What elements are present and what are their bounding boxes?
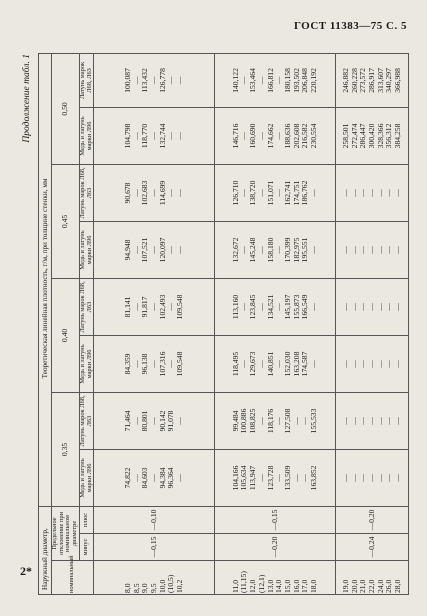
density-value: —: [393, 360, 403, 368]
density-value: 206,848: [300, 68, 310, 93]
density-value: 220,192: [309, 68, 319, 93]
brass-header-2: Латунь марок Л68, Л63: [79, 278, 93, 335]
nominal-diameter-value: 16,0: [291, 579, 301, 593]
density-value: 81,141: [122, 296, 132, 318]
density-value: —: [274, 474, 284, 482]
density-value: —: [239, 132, 249, 140]
nominal-diameter-value: 18,0: [309, 579, 319, 593]
brass-header-3: Латунь марок Л68, Л63: [79, 164, 93, 221]
density-value: —: [239, 303, 249, 311]
nominal-diameter-value: 22,0: [366, 579, 376, 593]
density-value: 273,572: [358, 68, 368, 93]
tolerance-minus-cell: [94, 534, 215, 561]
density-value: —: [309, 246, 319, 254]
density-value-cell: [336, 53, 409, 107]
density-value: 127,508: [283, 408, 293, 434]
density-value: 202,608: [291, 123, 301, 149]
nominal-diameter-cell: [94, 561, 215, 595]
nominal-diameter-value: 28,0: [393, 579, 403, 593]
density-value: —: [366, 417, 376, 425]
density-value: —: [131, 303, 141, 311]
density-value-cell: [215, 335, 336, 392]
nominal-diameter-value: (11,15): [239, 571, 249, 593]
density-value: —: [256, 360, 266, 368]
density-value: —: [256, 474, 266, 482]
density-value: 133,509: [283, 465, 293, 491]
density-header: Теоретическая линейная плотность, г/м, при толщине стенки, мм: [39, 53, 52, 506]
density-value: 104,798: [122, 123, 132, 149]
density-value: 155,533: [309, 408, 319, 434]
density-value: 145,197: [283, 294, 293, 320]
nominal-diameter-value: 10,2: [175, 579, 185, 593]
density-value: 286,447: [358, 123, 368, 149]
density-value: —: [274, 303, 284, 311]
density-value: —: [375, 474, 385, 482]
tolerance-plus-cell: [336, 506, 409, 533]
density-value: —: [340, 474, 350, 482]
minus-header: минус: [79, 534, 93, 561]
density-value: 340,297: [384, 68, 394, 93]
table-row: [94, 53, 215, 594]
density-value: 99,484: [230, 410, 240, 432]
density-value: —: [291, 474, 301, 482]
density-value: —: [256, 132, 266, 140]
copper-header-4: Медь и латунь марки Л96: [79, 107, 93, 164]
density-value-cell: [94, 107, 215, 164]
density-value: 123,728: [265, 465, 275, 491]
density-value: —: [166, 360, 176, 368]
density-value: 146,716: [230, 123, 240, 149]
density-value: 163,852: [309, 465, 319, 491]
density-value-cell: [336, 449, 409, 506]
tolerance-plus-cell: [94, 506, 215, 533]
tolerance-minus-value: —0,15: [148, 536, 158, 558]
density-value: —: [175, 246, 185, 254]
density-value: —: [375, 360, 385, 368]
density-value: 193,502: [291, 68, 301, 93]
density-value: 230,554: [309, 123, 319, 149]
density-value: 71,464: [122, 410, 132, 432]
nominal-diameter-cell: [215, 561, 336, 595]
copper-header-1: Медь и латунь марки Л96: [79, 449, 93, 506]
density-value: 246,882: [340, 68, 350, 93]
nominal-diameter-value: 24,0: [375, 579, 385, 593]
density-value: —: [300, 474, 310, 482]
density-value: —: [340, 360, 350, 368]
tolerance-plus-value: —0,10: [148, 509, 158, 531]
density-value: —: [175, 474, 185, 482]
density-value: 80,801: [140, 410, 150, 432]
density-value: 258,501: [340, 123, 350, 149]
density-value: —: [358, 360, 368, 368]
density-value: 113,947: [248, 465, 258, 491]
density-value: 174,587: [300, 351, 310, 377]
density-value: 356,312: [384, 123, 394, 149]
density-value: —: [274, 189, 284, 197]
page-number: 2*: [20, 564, 32, 578]
density-value: —: [349, 474, 359, 482]
density-value-cell: [336, 221, 409, 278]
density-value: 114,699: [157, 180, 167, 206]
nominal-diameter-value: 14,0: [274, 579, 284, 593]
density-value: —: [131, 76, 141, 85]
copper-header-3: Медь и латунь марки Л96: [79, 221, 93, 278]
density-value: 90,678: [122, 182, 132, 204]
density-value: —: [131, 189, 141, 197]
density-value: 170,399: [283, 237, 293, 263]
density-value: —: [148, 189, 158, 197]
density-value: —: [375, 246, 385, 254]
density-value: 123,845: [248, 294, 258, 320]
nominal-diameter-value: 8,5: [131, 583, 141, 593]
nominal-diameter-value: 11,0: [230, 579, 240, 593]
density-value: —: [131, 474, 141, 482]
density-value: 102,683: [140, 180, 150, 206]
tolerance-header: Предельное отклонение при номинальном диаметре: [52, 506, 80, 560]
density-value: —: [274, 132, 284, 140]
density-value: 120,097: [157, 237, 167, 263]
density-value: —: [340, 189, 350, 197]
plus-header: плюс: [79, 506, 93, 533]
tolerance-plus-cell: [215, 506, 336, 533]
density-value: 118,770: [140, 123, 150, 149]
nominal-diameter-value: 26,0: [384, 579, 394, 593]
density-value: 188,636: [283, 123, 293, 149]
density-value: 313,607: [375, 68, 385, 93]
density-value: —: [148, 303, 158, 311]
density-value: 328,366: [375, 123, 385, 149]
density-value: —: [148, 76, 158, 85]
density-value: —: [358, 417, 368, 425]
density-value-cell: [94, 335, 215, 392]
density-value: 138,720: [248, 180, 258, 206]
density-value: 84,603: [140, 467, 150, 489]
density-value: —: [393, 303, 403, 311]
density-value-cell: [215, 278, 336, 335]
density-value-cell: [215, 221, 336, 278]
density-value: 118,495: [230, 351, 240, 377]
density-value: —: [366, 246, 376, 254]
tolerance-minus-value: —0,20: [269, 536, 279, 558]
density-value: 186,762: [300, 180, 310, 206]
density-value: —: [131, 132, 141, 140]
thickness-header-3: 0,45: [52, 164, 80, 278]
density-value-cell: [336, 278, 409, 335]
density-value: —: [384, 474, 394, 482]
density-value: 166,812: [265, 68, 275, 93]
density-value: 129,673: [248, 351, 258, 377]
density-value: —: [340, 246, 350, 254]
density-value: —: [366, 303, 376, 311]
density-value: —: [349, 360, 359, 368]
density-value: —: [256, 76, 266, 85]
density-value: —: [384, 417, 394, 425]
density-value-cell: [215, 53, 336, 107]
density-value: —: [309, 303, 319, 311]
density-value-cell: [336, 335, 409, 392]
density-value-cell: [336, 164, 409, 221]
outer-diameter-header: Наружный диаметр,: [39, 506, 52, 594]
nominal-diameter-cell: [336, 561, 409, 595]
nominal-diameter-value: 12,0: [248, 579, 258, 593]
density-value: —: [131, 417, 141, 425]
nominal-diameter-value: 9,5: [148, 583, 158, 593]
nominal-diameter-value: 20,0: [349, 579, 359, 593]
density-value-cell: [336, 107, 409, 164]
density-value: —: [166, 76, 176, 85]
density-value: 94,948: [122, 239, 132, 261]
density-value: —: [166, 303, 176, 311]
tolerance-plus-value: —0,20: [366, 509, 376, 531]
density-value: 160,690: [248, 123, 258, 149]
density-value: —: [375, 417, 385, 425]
density-value: 286,917: [366, 68, 376, 93]
density-value: —: [384, 189, 394, 197]
density-value: —: [358, 303, 368, 311]
density-value-cell: [94, 164, 215, 221]
copper-header-2: Медь и латунь марки Л96: [79, 335, 93, 392]
density-value: —: [384, 360, 394, 368]
density-value-cell: [336, 392, 409, 449]
density-value: 300,420: [366, 123, 376, 149]
density-value: —: [384, 303, 394, 311]
density-value: 163,208: [291, 351, 301, 377]
density-value-cell: [215, 107, 336, 164]
density-value: 113,160: [230, 294, 240, 320]
rotated-table-area: [22, 54, 408, 595]
density-value: —: [300, 417, 310, 425]
density-value: 180,158: [283, 68, 293, 93]
nominal-diameter-value: (12,1): [256, 574, 266, 593]
density-value: —: [366, 360, 376, 368]
nominal-diameter-value: 9,0: [140, 583, 150, 593]
density-value: —: [366, 189, 376, 197]
density-value: 126,778: [157, 68, 167, 93]
tolerance-plus-value: —0,15: [269, 509, 279, 531]
density-value: —: [393, 474, 403, 482]
density-value: —: [340, 417, 350, 425]
density-value: 152,030: [283, 351, 293, 377]
nominal-header: номинальный: [52, 561, 94, 595]
density-value: —: [366, 474, 376, 482]
nominal-diameter-value: 19,0: [340, 579, 350, 593]
density-value: —: [349, 417, 359, 425]
tolerance-minus-cell: [336, 534, 409, 561]
density-value: 366,988: [393, 68, 403, 93]
density-value: 158,180: [265, 237, 275, 263]
thickness-header-1: 0,35: [52, 392, 80, 506]
density-value: —: [166, 189, 176, 197]
table-row: [336, 53, 409, 594]
thickness-header-2: 0,40: [52, 278, 80, 392]
density-value-cell: [94, 221, 215, 278]
density-value: —: [274, 246, 284, 254]
density-value: 134,521: [265, 294, 275, 320]
density-value: —: [239, 246, 249, 254]
density-value: —: [148, 132, 158, 140]
density-value-cell: [94, 53, 215, 107]
density-value: 91,078: [166, 410, 176, 432]
density-value: —: [256, 189, 266, 197]
density-value: 162,741: [283, 180, 293, 206]
density-value: —: [375, 303, 385, 311]
density-table: [38, 53, 409, 595]
density-value: —: [148, 360, 158, 368]
density-value: —: [175, 417, 185, 425]
nominal-diameter-value: (10,5): [166, 574, 176, 593]
density-value: —: [175, 189, 185, 197]
density-value: 118,176: [265, 408, 275, 434]
table-row: [215, 53, 336, 594]
density-value: 132,744: [157, 123, 167, 149]
density-value: —: [358, 189, 368, 197]
tolerance-minus-cell: [215, 534, 336, 561]
nominal-diameter-value: 21,0: [358, 579, 368, 593]
density-value: —: [131, 360, 141, 368]
density-value: —: [239, 189, 249, 197]
density-value: —: [340, 303, 350, 311]
nominal-diameter-value: 17,0: [300, 579, 310, 593]
nominal-diameter-value: 10,0: [157, 579, 167, 593]
density-value: —: [274, 417, 284, 425]
density-value: 109,548: [175, 294, 185, 320]
density-value: 100,087: [122, 68, 132, 93]
density-value: —: [148, 246, 158, 254]
tolerance-minus-value: —0,24: [366, 536, 376, 558]
density-value: —: [358, 246, 368, 254]
nominal-diameter-value: 13,0: [265, 579, 275, 593]
density-value-cell: [94, 449, 215, 506]
density-value: —: [239, 360, 249, 368]
page-header-title: ГОСТ 11383—75 С. 5: [293, 20, 407, 32]
density-value: —: [274, 360, 284, 368]
density-value: —: [256, 303, 266, 311]
density-value: 140,122: [230, 68, 240, 93]
density-value: 174,751: [291, 180, 301, 206]
density-value-cell: [215, 449, 336, 506]
density-value: 94,384: [157, 467, 167, 489]
density-value-cell: [215, 164, 336, 221]
density-value: 182,975: [291, 237, 301, 263]
density-value-cell: [94, 392, 215, 449]
density-value: 195,551: [300, 237, 310, 263]
density-value: —: [393, 189, 403, 197]
density-value: 107,521: [140, 237, 150, 263]
density-value: —: [375, 189, 385, 197]
density-value: —: [239, 76, 249, 85]
density-value: 260,228: [349, 68, 359, 93]
density-value: 216,582: [300, 123, 310, 149]
density-value: 108,825: [248, 408, 258, 434]
density-value: 151,071: [265, 180, 275, 206]
density-value: —: [166, 246, 176, 254]
density-value: 84,359: [122, 353, 132, 375]
density-value: 174,662: [265, 123, 275, 149]
density-value: 166,549: [300, 294, 310, 320]
density-value: —: [349, 189, 359, 197]
density-value: —: [256, 417, 266, 425]
density-value: —: [309, 189, 319, 197]
density-value: 145,248: [248, 237, 258, 263]
density-value: —: [175, 76, 185, 85]
density-value: —: [349, 303, 359, 311]
density-value: 155,873: [291, 294, 301, 320]
density-value: 105,634: [239, 465, 249, 491]
density-value: —: [274, 76, 284, 85]
density-value: —: [349, 246, 359, 254]
density-value: 140,851: [265, 351, 275, 377]
density-value: —: [291, 417, 301, 425]
density-value: 107,316: [157, 351, 167, 377]
density-value: 272,474: [349, 123, 359, 149]
thickness-header-4: 0,50: [52, 53, 80, 164]
density-value: —: [358, 474, 368, 482]
density-value: —: [175, 132, 185, 140]
density-value: 384,258: [393, 123, 403, 149]
density-value: 132,672: [230, 237, 240, 263]
density-value: 102,493: [157, 294, 167, 320]
density-value: 91,817: [140, 296, 150, 318]
density-value: —: [393, 417, 403, 425]
density-value: —: [393, 246, 403, 254]
density-value: 109,548: [175, 351, 185, 377]
density-value: 90,142: [157, 410, 167, 432]
density-value: 74,822: [122, 467, 132, 489]
density-value: —: [309, 360, 319, 368]
nominal-diameter-value: 8,0: [122, 583, 132, 593]
density-value: 96,364: [166, 467, 176, 489]
density-value-cell: [94, 278, 215, 335]
density-value: 96,138: [140, 353, 150, 375]
density-value: —: [384, 246, 394, 254]
density-value: —: [256, 246, 266, 254]
density-value: —: [148, 417, 158, 425]
density-value: 126,710: [230, 180, 240, 206]
density-value: —: [148, 474, 158, 482]
table-caption: Продолжение табл. 1: [22, 54, 32, 143]
density-value: 100,886: [239, 408, 249, 434]
brass-header-1: Латунь марок Л68, Л63: [79, 392, 93, 449]
nominal-diameter-value: 15,0: [283, 579, 293, 593]
density-value: 113,432: [140, 68, 150, 93]
density-value-cell: [215, 392, 336, 449]
density-value: 104,166: [230, 465, 240, 491]
table-body: [94, 53, 409, 594]
density-value: —: [131, 246, 141, 254]
density-value: —: [166, 132, 176, 140]
brass-header-4: Латунь марок Л68, Л63: [79, 53, 93, 107]
density-value: 153,464: [248, 68, 258, 93]
